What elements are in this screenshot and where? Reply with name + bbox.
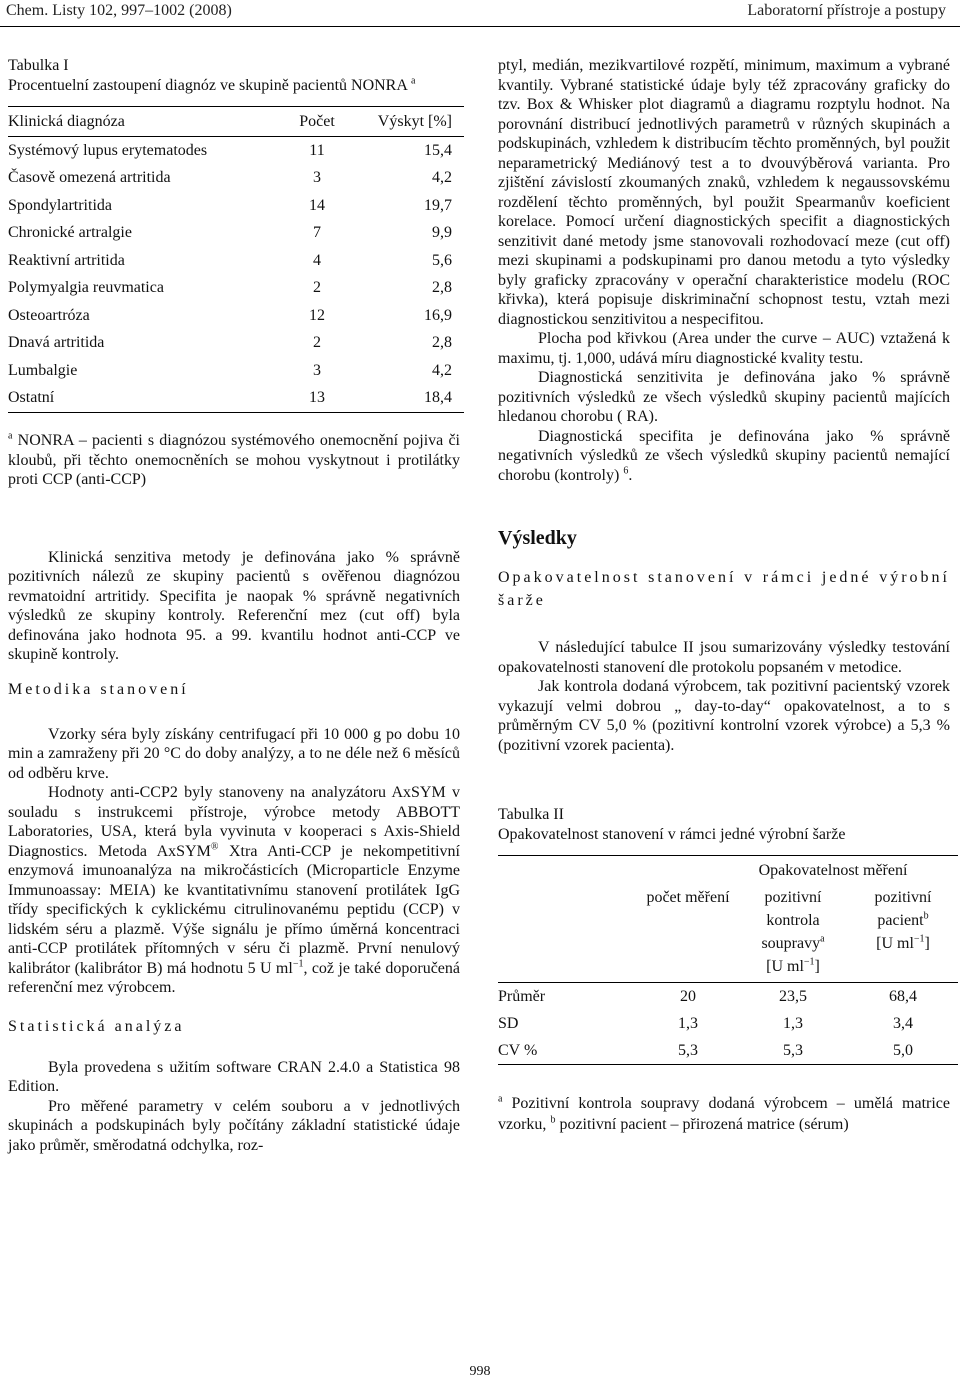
diagnosis-cell: Osteoartróza [8,306,90,324]
table-row [8,302,464,330]
table-row [8,385,464,413]
value-cell: 20 [680,987,696,1005]
table1-header-row [8,107,464,137]
table-row [8,357,464,385]
value-cell: 5,0 [848,1037,958,1065]
table-row [8,247,464,275]
paragraph-software: Byla provedena s užitím software CRAN 2.4.0 a Statistica 98 Edition. [8,1058,460,1095]
value-cell: 23,5 [779,987,807,1005]
table2-header-row [498,886,958,983]
diagnosis-cell: Spondylartritida [8,196,112,214]
occurrence-cell: 4,2 [432,169,452,187]
count-cell: 2 [313,279,321,297]
table2-group-row [498,856,958,887]
diagnosis-cell: Dnavá artritida [8,334,105,352]
table2 [498,855,958,1065]
count-cell: 2 [313,334,321,352]
diagnosis-cell: Reaktivní artritida [8,251,125,269]
count-cell: 3 [313,361,321,379]
table-row [8,330,464,358]
table-row [498,1037,958,1065]
occurrence-cell: 2,8 [432,279,452,297]
journal-citation: Chem. Listy 102, 997–1002 (2008) [6,2,232,19]
table2-col-patient: pozitivní pacient$^b$ [U $ml^{-1}$] [848,886,958,983]
table1-footnote: $^a$ NONRA – pacienti s diagnózou systémového onemocnění pojiva či kloubů, při těchto onemocněních se mohou vyskytnout i protilátky proti CCP (anti-CCP) [8,430,461,488]
count-cell: 14 [309,196,325,214]
table-row [8,275,464,303]
diagnosis-cell: Lumbalgie [8,361,78,379]
occurrence-cell: 15,4 [424,141,452,159]
table2-title: Opakovatelnost stanovení v rámci jedné výrobní šarže [498,826,846,843]
paragraph-vzorky: Vzorky séra byly získány centrifugací při 10 000 g po dobu 10 min a zamraženy při 20 °C do doby analýzy, a to ne déle než 6 měsíců od odběru krve. [8,725,460,782]
statistic-label-cell: SD [498,1014,519,1032]
occurrence-cell: 18,4 [352,385,464,413]
count-cell: 11 [309,141,325,159]
paragraph-tabulka: V následující tabulce II jsou sumarizovány výsledky testování opakovatelnosti stanovení dle protokolu popsaném v metodice. [498,639,950,676]
table1 [8,106,464,413]
paragraph-statistics-continued: ptyl, medián, mezikvartilové rozpětí, minimum, maximum a vybrané kvantily. Vybrané statistické údaje byly též zpracovány graficky do tzv. Box & Whisker plot diagramů a diagramu rozptylu hodnot. Na porovnání distribucí jednotlivých parametrů v různých skupinách a podskupinách, vzhledem k distribucím těchto proměnných, byl použit neparametrický Mediánový test a to dvouvýběrová varianta. Pro zjištění závislostí zkoumaných znaků, vzhledem k negaussovskému rozdělení těchto proměnných, byl použit Spearmanův koeficient korelace. Pomocí určení diagnostických specifit a diagnostických senzitivit dané metody jsme stanovovali rozhodovací meze (cut off) mezi skupinami a podskupinami pro danou metodu a tyto výsledky byly graficky zpracovány v operační charakteristice modelu (ROC křivka), která popisuje diskriminační schopnost testu, vztah mezi diagnostickou senzitivitou a nespecifitou. [498,57,950,328]
table2-col-control: pozitivní kontrola soupravy$^a$ [U $ml^{-1}$] [738,886,848,983]
page-number: 998 [469,1364,491,1379]
count-cell: 4 [313,251,321,269]
table2-col-count: počet měření [638,886,738,983]
value-cell: 1,3 [678,1014,698,1032]
heading-statistika: Statistická analýza [8,1017,185,1035]
paragraph-kontrola: Jak kontrola dodaná výrobcem, tak pozitivní pacientský vzorek vykazují velmi dobrou „ day-to-day“ opakovatelnost, a to s průměrným CV 5,0 % (pozitivní kontrolní vzorek výrobce) a 5,3 % (pozitivní vzorek pacienta). [498,678,950,754]
diagnosis-cell: Polymyalgia reuvmatica [8,279,164,297]
table2-group-header: Opakovatelnost měření [638,856,958,887]
diagnosis-cell: Systémový lupus erytematodes [8,141,208,159]
table-row [8,137,464,165]
right-column [498,56,950,1135]
value-cell: 5,3 [638,1037,738,1065]
paragraph-specificity: Diagnostická specifita je definována jako % správně negativních výsledků ze všech výsledků skupiny pacientů nemající chorobu (kontroly) $^6$. [498,427,950,484]
paragraph-parametry: Pro měřené parametry v celém souboru a v jednotlivých skupinách a podskupinách byly počítány základní statistické údaje jako průměr, směrodatná odchylka, roz- [8,1097,460,1154]
diagnosis-cell: Časově omezená artritida [8,169,171,187]
value-cell: 3,4 [893,1014,913,1032]
table-row [498,1010,958,1037]
paragraph-axsym: Hodnoty anti-CCP2 byly stanoveny na analyzátoru AxSYM v souladu s instrukcemi přístroje, výrobce metody ABBOTT Laboratories, USA, která byla vyvinuta v kooperaci s Axis-Shield Diagnostics. Metoda AxSYM® Xtra Anti-CCP je nekompetitivní enzymová imunoanalýza na mikročásticích (Microparticle Enzyme Immunoassay: MEIA) ke kvantitativnímu stanovení protilátek IgG třídy specifických k cyklickému citrulinovanému peptidu (CCP) v lidském séru a plazmě. Výše signálu je přímo úměrná koncentraci anti-CCP protilátek přítomných v séru či plazmě. První nenulový kalibrátor (kalibrátor B) má hodnotu 5 U $ml^{-1}$, což je také doporučená referenční mez výrobcem. [8,784,461,996]
statistic-label-cell: CV % [498,1037,638,1065]
heading-metodika: Metodika stanovení [8,680,189,698]
table1-col-count: Počet [282,107,352,137]
statistic-label-cell: Průměr [498,987,546,1005]
table-row [8,165,464,193]
occurrence-cell: 2,8 [432,334,452,352]
paragraph-senzitiva: Klinická senzitiva metody je definována jako % správně pozitivních nálezů ze skupiny pacientů s ověřenou diagnózou revmatoidní artritidy. Specifita je naopak % správně negativních výsledků ze skupiny kontroly. Referenční mez (cut off) byla definována jako hodnota 95. a 99. kvantilu hodnot anti-CCP ve skupině kontroly. [8,548,460,663]
running-header [0,0,960,27]
section-title: Laboratorní přístroje a postupy [747,2,946,19]
occurrence-cell: 4,2 [432,361,452,379]
occurrence-cell: 5,6 [432,251,452,269]
value-cell: 5,3 [738,1037,848,1065]
heading-vysledky: Výsledky [498,527,577,549]
table1-col-diagnosis: Klinická diagnóza [8,107,282,137]
paragraph-auc: Plocha pod křivkou (Area under the curve – AUC) vztažená k maximu, tj. 1,000, udává míru diagnostické kvality testu. [498,330,950,367]
table-row [8,192,464,220]
table1-label: Tabulka I [8,57,69,74]
count-cell: 13 [282,385,352,413]
table-row [8,220,464,248]
heading-opakovatelnost: Opakovatelnost stanovení v rámci jedné výrobní šarže [498,569,950,609]
diagnosis-cell: Ostatní [8,385,282,413]
count-cell: 3 [313,169,321,187]
occurrence-cell: 16,9 [424,306,452,324]
left-column [8,56,460,1155]
occurrence-cell: 9,9 [432,224,452,242]
count-cell: 12 [309,306,325,324]
table1-title: Procentuelní zastoupení diagnóz ve skupině pacientů NONRA $^a$ [8,75,416,94]
occurrence-cell: 19,7 [424,196,452,214]
table2-label: Tabulka II [498,806,564,823]
table1-col-occurrence: Výskyt [%] [352,107,464,137]
table2-footnote: $^a$ Pozitivní kontrola soupravy dodaná výrobcem – umělá matrice vzorku, $^b$ pozitivní pacient – přirozená matrice (sérum) [498,1093,950,1133]
count-cell: 7 [313,224,321,242]
diagnosis-cell: Chronické artralgie [8,224,132,242]
table-row [498,983,958,1011]
value-cell: 1,3 [783,1014,803,1032]
paragraph-sensitivity: Diagnostická senzitivita je definována jako % správně pozitivních výsledků ze všech výsledků skupiny pacientů majících hledanou chorobu ( RA). [498,369,950,425]
value-cell: 68,4 [889,987,917,1005]
